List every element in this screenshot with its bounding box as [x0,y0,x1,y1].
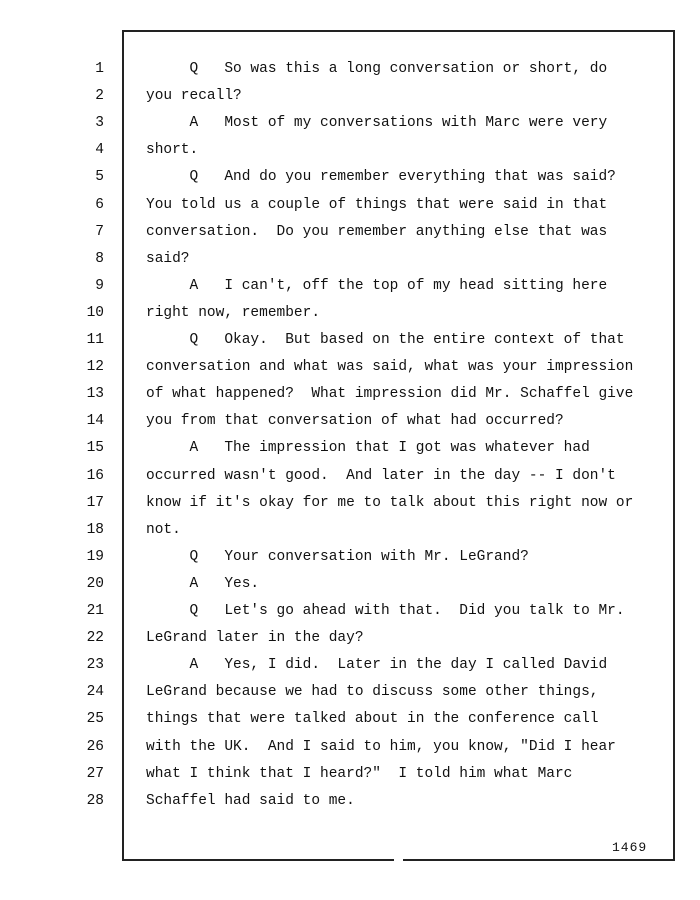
line-number: 24 [86,684,104,700]
line-number: 1 [95,61,104,77]
transcript-line: what I think that I heard?" I told him what Marc [146,766,573,782]
line-number: 22 [86,630,104,646]
line-number: 3 [95,115,104,131]
transcript-line: Q Okay. But based on the entire context of that [146,332,625,348]
transcript-line: conversation and what was said, what was your impression [146,359,634,375]
transcript-line: said? [146,251,190,267]
line-number: 7 [95,224,104,240]
line-number: 21 [86,603,104,619]
line-number: 9 [95,278,104,294]
transcript-line: occurred wasn't good. And later in the day -- I don't [146,468,616,484]
transcript-line: you from that conversation of what had occurred? [146,413,564,429]
line-number: 20 [86,576,104,592]
transcript-line: Q So was this a long conversation or short, do [146,61,608,77]
transcript-line: know if it's okay for me to talk about this right now or [146,495,634,511]
transcript-line: A I can't, off the top of my head sitting here [146,278,608,294]
transcript-line: conversation. Do you remember anything else that was [146,224,608,240]
line-number: 13 [86,386,104,402]
line-number: 16 [86,468,104,484]
line-number: 27 [86,766,104,782]
line-number: 15 [86,440,104,456]
line-number: 18 [86,522,104,538]
line-number: 14 [86,413,104,429]
page-number: 1469 [612,840,648,855]
line-number: 4 [95,142,104,158]
line-number: 10 [86,305,104,321]
transcript-line: short. [146,142,199,158]
bottom-rule-right [403,859,675,861]
transcript-line: Schaffel had said to me. [146,793,355,809]
transcript-line: You told us a couple of things that were said in that [146,197,608,213]
bottom-rule-left [122,859,394,861]
line-number: 23 [86,657,104,673]
line-number: 8 [95,251,104,267]
transcript-line: A Yes. [146,576,260,592]
transcript-line: Q Let's go ahead with that. Did you talk to Mr. [146,603,625,619]
line-number: 12 [86,359,104,375]
transcript-line: LeGrand later in the day? [146,630,364,646]
transcript-line: Q Your conversation with Mr. LeGrand? [146,549,529,565]
transcript-line: LeGrand because we had to discuss some other things, [146,684,599,700]
transcript-line: things that were talked about in the conference call [146,711,599,727]
line-number: 25 [86,711,104,727]
line-number: 11 [86,332,104,348]
transcript-line: Q And do you remember everything that was said? [146,169,616,185]
line-number: 6 [95,197,104,213]
transcript-line: of what happened? What impression did Mr. Schaffel give [146,386,634,402]
line-number: 28 [86,793,104,809]
line-number: 19 [86,549,104,565]
line-number: 17 [86,495,104,511]
transcript-line: you recall? [146,88,242,104]
transcript-line: with the UK. And I said to him, you know, "Did I hear [146,739,616,755]
transcript-line: A The impression that I got was whatever had [146,440,590,456]
line-number: 26 [86,739,104,755]
transcript-line: not. [146,522,181,538]
line-number: 5 [95,169,104,185]
line-number: 2 [95,88,104,104]
transcript-line: A Most of my conversations with Marc were very [146,115,608,131]
transcript-line: A Yes, I did. Later in the day I called David [146,657,608,673]
transcript-line: right now, remember. [146,305,321,321]
